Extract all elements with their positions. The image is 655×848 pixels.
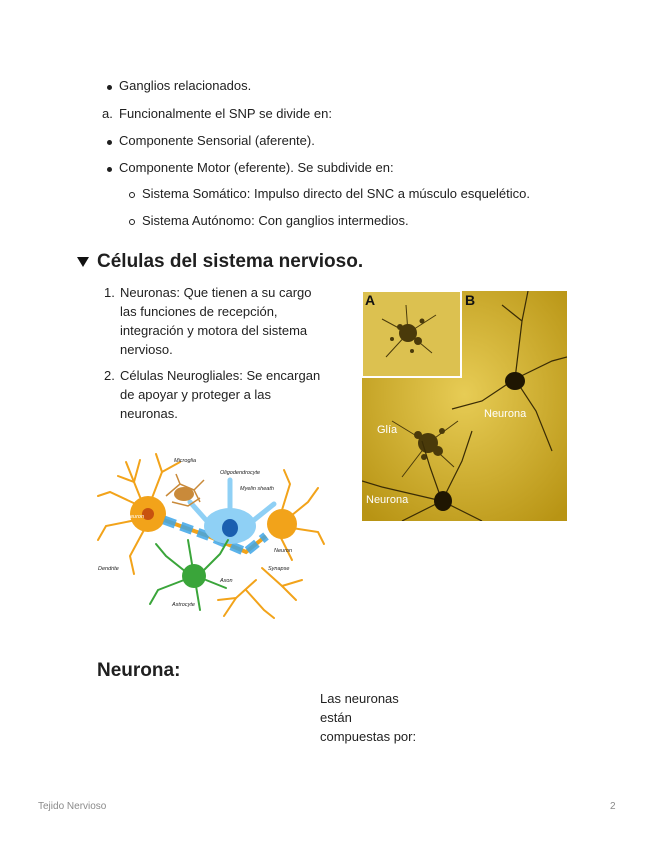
diagram-svg (96, 440, 326, 622)
neurona-text-line: están (320, 710, 352, 725)
astrocyte-body (182, 564, 206, 588)
section-title-cells: Células del sistema nervioso. (97, 251, 364, 272)
label-astrocyte: Astrocyte (172, 602, 195, 608)
label-glia: Glía (377, 424, 398, 436)
bullet-icon (107, 85, 112, 90)
label-dendrite: Dendrite (98, 566, 119, 572)
neuron-right-body (267, 509, 297, 539)
circle-bullet-icon (129, 192, 135, 198)
list-item-neurogliales: Células Neurogliales: Se encargan de apoyar y proteger a las neuronas. (120, 368, 321, 421)
footer-title: Tejido Nervioso (38, 801, 107, 812)
bullet-icon (107, 140, 112, 145)
micrograph-svg (362, 291, 567, 521)
glial-cells-diagram (96, 440, 326, 622)
list-item: Funcionalmente el SNP se divide en: (119, 106, 332, 121)
microglia-body (174, 487, 194, 501)
list-number: 1. (104, 285, 115, 300)
panel-label-a: A (365, 292, 376, 308)
list-item-neuronas: Neuronas: Que tienen a su cargo las funciones de recepción, integración y motora del sistema nervioso. (120, 285, 312, 357)
toggle-triangle-icon[interactable] (76, 255, 90, 269)
circle-bullet-icon (129, 219, 135, 225)
label-microglia: Microglia (174, 458, 197, 464)
label-oligodendrocyte: Oligodendrocyte (220, 470, 261, 476)
label-neurona-top: Neurona (484, 408, 527, 420)
neuron-bottom-body (434, 491, 452, 511)
section-title-neurona: Neurona: (97, 660, 181, 681)
list-number: 2. (104, 368, 115, 383)
list-item: Ganglios relacionados. (119, 78, 252, 93)
neuron-glia-micrograph (362, 291, 567, 521)
bullet-icon (107, 167, 112, 172)
neurona-text-line: Las neuronas (320, 691, 399, 706)
label-myelin: Myelin sheath (240, 486, 274, 492)
list-item: Sistema Autónomo: Con ganglios intermedios. (142, 213, 409, 228)
label-axon: Axon (220, 578, 233, 584)
page-number: 2 (610, 801, 616, 812)
oligodendrocyte-nucleus (222, 519, 238, 537)
neuron-b-body (505, 372, 525, 390)
label-synapse: Synapse (268, 566, 290, 572)
neurona-text-line: compuestas por: (320, 729, 417, 744)
label-neurona-bottom: Neurona (366, 494, 409, 506)
panel-label-b: B (465, 292, 476, 308)
list-item: Sistema Somático: Impulso directo del SNC a músculo esquelético. (142, 186, 531, 201)
list-item: Componente Sensorial (aferente). (119, 133, 315, 148)
label-neuron-right: Neuron (274, 548, 293, 554)
list-marker: a. (102, 106, 113, 121)
list-item: Componente Motor (eferente). Se subdivide en: (119, 160, 394, 175)
label-neuron-left: Neuron (126, 514, 145, 520)
